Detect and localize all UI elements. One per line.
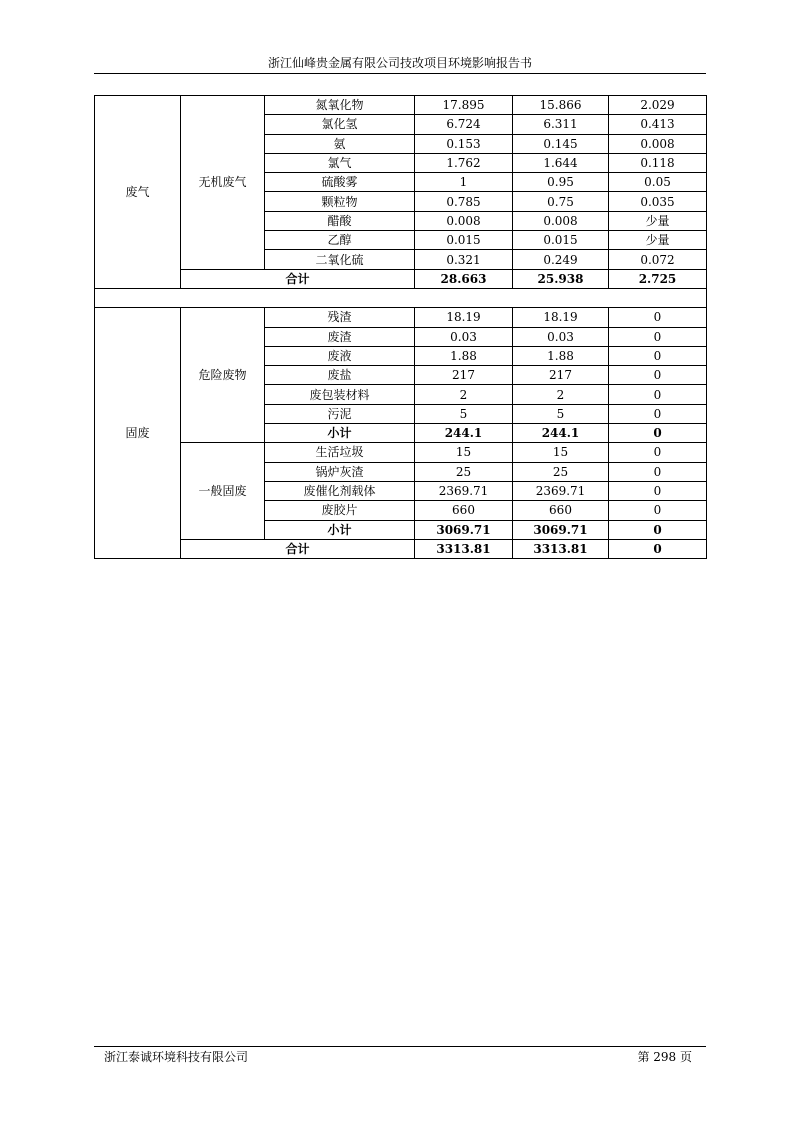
value-cell: 18.19 [513,308,609,327]
item-name: 锅炉灰渣 [265,462,415,481]
total-label: 合计 [181,539,415,558]
subtotal-label: 小计 [265,424,415,443]
value-cell: 3313.81 [415,539,513,558]
value-cell: 0 [609,385,707,404]
value-cell: 1 [415,173,513,192]
value-cell: 0.145 [513,134,609,153]
value-cell: 5 [513,404,609,423]
item-name: 二氧化硫 [265,250,415,269]
value-cell: 少量 [609,231,707,250]
page-header: 浙江仙峰贵金属有限公司技改项目环境影响报告书 [267,56,532,70]
value-cell: 0 [609,327,707,346]
value-cell: 25 [513,462,609,481]
total-label: 合计 [181,269,415,288]
value-cell: 2.725 [609,269,707,288]
subtotal-label: 小计 [265,520,415,539]
value-cell: 0.03 [415,327,513,346]
value-cell: 0.015 [513,231,609,250]
value-cell: 1.644 [513,153,609,172]
value-cell: 2369.71 [415,481,513,500]
value-cell: 25.938 [513,269,609,288]
value-cell: 0.008 [609,134,707,153]
item-name: 氮氧化物 [265,96,415,115]
value-cell: 0 [609,539,707,558]
emissions-table [94,95,707,559]
value-cell: 28.663 [415,269,513,288]
value-cell: 217 [513,366,609,385]
value-cell: 0 [609,443,707,462]
item-name: 醋酸 [265,211,415,230]
value-cell: 0.008 [415,211,513,230]
value-cell: 6.311 [513,115,609,134]
value-cell: 0.015 [415,231,513,250]
value-cell: 15 [513,443,609,462]
footer-company: 浙江泰诚环境科技有限公司 [104,1050,249,1064]
item-name: 乙醇 [265,231,415,250]
total-row [95,269,707,288]
page-number: 第 298 页 [637,1050,692,1064]
item-name: 废包装材料 [265,385,415,404]
value-cell: 0 [609,366,707,385]
value-cell: 0.321 [415,250,513,269]
value-cell: 1.762 [415,153,513,172]
subcategory-cell: 危险废物 [181,308,265,443]
value-cell: 217 [415,366,513,385]
value-cell: 0 [609,520,707,539]
value-cell: 0 [609,308,707,327]
value-cell: 0 [609,346,707,365]
value-cell: 0.153 [415,134,513,153]
item-name: 废盐 [265,366,415,385]
value-cell: 0.249 [513,250,609,269]
value-cell: 0 [609,501,707,520]
table-row [95,308,707,327]
item-name: 废催化剂载体 [265,481,415,500]
value-cell: 1.88 [415,346,513,365]
value-cell: 244.1 [415,424,513,443]
value-cell: 0 [609,481,707,500]
value-cell: 2369.71 [513,481,609,500]
item-name: 废渣 [265,327,415,346]
value-cell: 15.866 [513,96,609,115]
value-cell: 660 [415,501,513,520]
footer-divider [94,1046,706,1047]
value-cell: 2 [513,385,609,404]
value-cell: 18.19 [415,308,513,327]
value-cell: 0.03 [513,327,609,346]
value-cell: 0.035 [609,192,707,211]
value-cell: 0.008 [513,211,609,230]
value-cell: 0 [609,404,707,423]
subcategory-cell: 一般固废 [181,443,265,539]
item-name: 废液 [265,346,415,365]
value-cell: 0 [609,462,707,481]
table-row [95,443,707,462]
item-name: 污泥 [265,404,415,423]
item-name: 废胶片 [265,501,415,520]
table-row [95,96,707,115]
item-name: 硫酸雾 [265,173,415,192]
value-cell: 25 [415,462,513,481]
item-name: 氨 [265,134,415,153]
value-cell: 5 [415,404,513,423]
value-cell: 0.05 [609,173,707,192]
value-cell: 244.1 [513,424,609,443]
value-cell: 6.724 [415,115,513,134]
value-cell: 少量 [609,211,707,230]
value-cell: 2.029 [609,96,707,115]
total-row [95,539,707,558]
value-cell: 2 [415,385,513,404]
value-cell: 3069.71 [513,520,609,539]
category-cell: 固废 [95,308,181,559]
value-cell: 660 [513,501,609,520]
item-name: 残渣 [265,308,415,327]
spacer-row [95,288,707,307]
value-cell: 3313.81 [513,539,609,558]
value-cell: 0 [609,424,707,443]
value-cell: 0.95 [513,173,609,192]
value-cell: 1.88 [513,346,609,365]
value-cell: 3069.71 [415,520,513,539]
value-cell: 0.072 [609,250,707,269]
item-name: 颗粒物 [265,192,415,211]
value-cell: 0.118 [609,153,707,172]
item-name: 氯气 [265,153,415,172]
subcategory-cell: 无机废气 [181,96,265,270]
value-cell: 0.785 [415,192,513,211]
value-cell: 0.413 [609,115,707,134]
header-divider [94,73,706,74]
value-cell: 15 [415,443,513,462]
item-name: 生活垃圾 [265,443,415,462]
value-cell: 0.75 [513,192,609,211]
item-name: 氯化氢 [265,115,415,134]
category-cell: 废气 [95,96,181,289]
spacer-cell [95,288,707,307]
value-cell: 17.895 [415,96,513,115]
